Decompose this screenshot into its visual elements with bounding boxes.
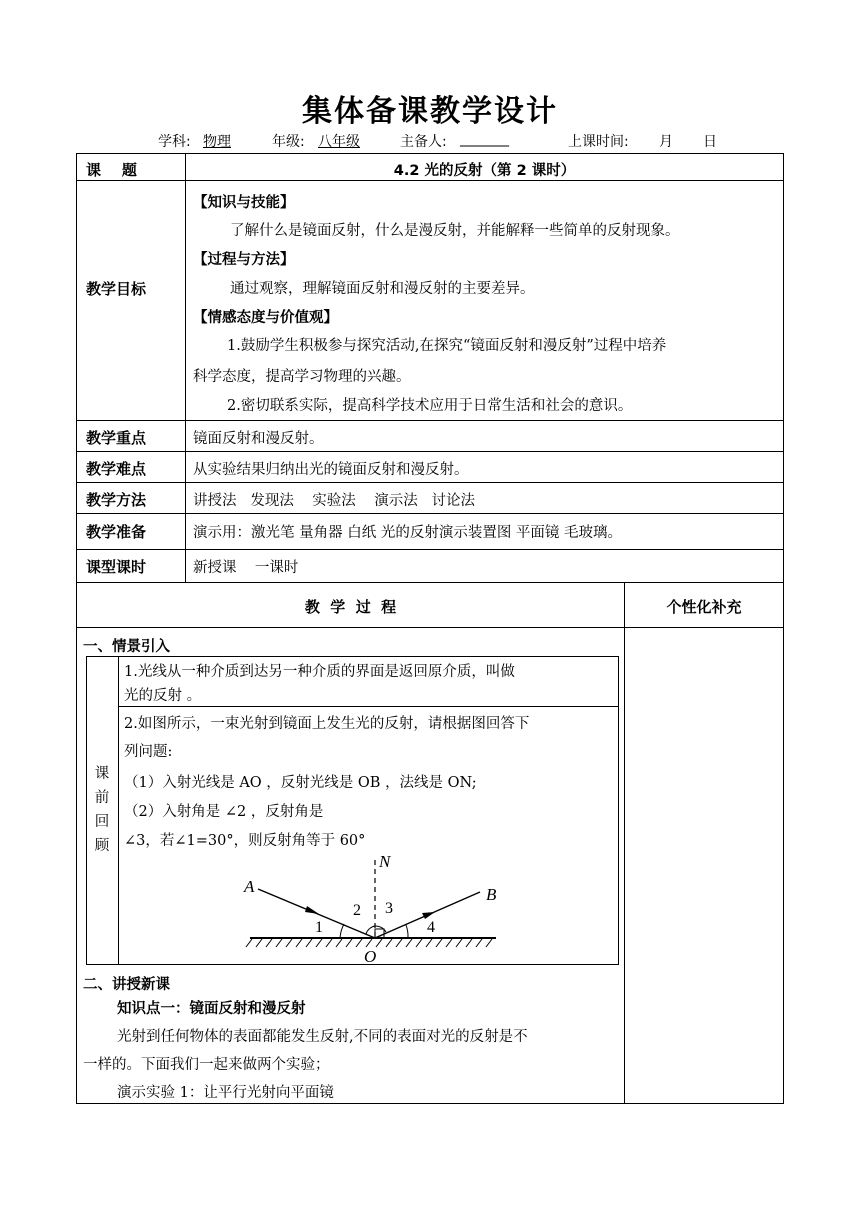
topic-label: 课 题 xyxy=(86,161,137,179)
review-q2-line2: 列问题: xyxy=(124,744,173,760)
reflected-arrow xyxy=(422,912,435,919)
method-value: 讲授法 发现法 实验法 演示法 讨论法 xyxy=(193,493,476,509)
subject-value: 物理 xyxy=(203,134,231,150)
angle-1-label: 1 xyxy=(315,919,323,936)
subject-label: 学科: xyxy=(158,134,191,150)
time-label: 上课时间: xyxy=(568,134,629,150)
point-n-label: N xyxy=(379,852,391,871)
goals-attitude-text-2: 2.密切联系实际，提高科学技术应用于日常生活和社会的意识。 xyxy=(227,398,633,414)
lesson-text-1b: 一样的。下面我们一起来做两个实验； xyxy=(83,1057,330,1073)
mirror-hatching xyxy=(246,939,492,947)
type-label: 课型课时 xyxy=(86,558,147,576)
goals-label: 教学目标 xyxy=(86,280,147,298)
topic-value: 4.2 光的反射（第 2 课时） xyxy=(393,163,576,179)
knowledge-point-1-heading: 知识点一：镜面反射和漫反射 xyxy=(117,1000,306,1017)
lesson-text-1a: 光射到任何物体的表面都能发生反射,不同的表面对光的反射是不 xyxy=(117,1029,528,1045)
point-o-label: O xyxy=(364,947,377,964)
lesson-text-2: 演示实验 1：让平行光射向平面镜 xyxy=(117,1085,334,1101)
angle-4-arc xyxy=(406,925,408,938)
preparer-label: 主备人: xyxy=(400,134,447,150)
section-intro-heading: 一、情景引入 xyxy=(83,638,170,655)
preparer-value: _______ xyxy=(460,131,509,147)
supplement-header: 个性化补充 xyxy=(666,598,742,616)
goals-knowledge-text: 了解什么是镜面反射，什么是漫反射，并能解释一些简单的反射现象。 xyxy=(230,223,680,239)
review-vertical-label: 课 前 回 顾 xyxy=(94,766,110,854)
goals-heading-attitude: 【情感态度与价值观】 xyxy=(193,309,338,326)
prep-label: 教学准备 xyxy=(86,523,147,541)
angle-2-label: 2 xyxy=(353,902,361,919)
document-title: 集体备课教学设计 xyxy=(302,94,558,129)
goals-process-text: 通过观察，理解镜面反射和漫反射的主要差异。 xyxy=(230,281,535,297)
key-value: 镜面反射和漫反射。 xyxy=(193,431,324,447)
grade-label: 年级: xyxy=(272,134,305,150)
review-q2-part2-cont: ∠3，若∠1=30°，则反射角等于 60° xyxy=(124,833,366,849)
review-q2-part2: （2）入射角是 ∠2 ，反射角是 xyxy=(124,804,324,820)
section-new-lesson-heading: 二、讲授新课 xyxy=(83,976,170,993)
goals-attitude-text-1: 1.鼓励学生积极参与探究活动,在探究“镜面反射和漫反射”过程中培养 xyxy=(227,338,667,354)
review-q1-line2: 光的反射 。 xyxy=(124,688,202,704)
incident-arrow xyxy=(305,906,319,914)
angle-2-arc xyxy=(366,926,375,934)
angle-3-label: 3 xyxy=(385,900,393,917)
review-q1-line1: 1.光线从一种介质到达另一种介质的界面是返回原介质，叫做 xyxy=(124,664,515,680)
angle-4-label: 4 xyxy=(427,919,435,936)
process-header: 教 学 过 程 xyxy=(304,598,397,616)
month-label: 月 xyxy=(659,134,673,150)
key-label: 教学重点 xyxy=(86,429,147,447)
day-label: 日 xyxy=(703,134,717,150)
grade-value: 八年级 xyxy=(318,134,360,150)
difficulty-value: 从实验结果归纳出光的镜面反射和漫反射。 xyxy=(193,462,469,478)
point-a-label: A xyxy=(244,877,255,896)
review-q2-line1: 2.如图所示，一束光射到镜面上发生光的反射，请根据图回答下 xyxy=(124,716,530,732)
prep-value: 演示用：激光笔 量角器 白纸 光的反射演示装置图 平面镜 毛玻璃。 xyxy=(193,525,623,541)
review-q2-part1: （1）入射光线是 AO ，反射光线是 OB ，法线是 ON; xyxy=(124,775,477,791)
method-label: 教学方法 xyxy=(86,491,147,509)
reflection-diagram xyxy=(236,852,506,964)
point-b-label: B xyxy=(486,885,497,904)
goals-attitude-text-1b: 科学态度，提高学习物理的兴趣。 xyxy=(193,369,411,385)
goals-heading-knowledge: 【知识与技能】 xyxy=(193,194,295,211)
angle-1-arc xyxy=(340,924,344,938)
goals-heading-process: 【过程与方法】 xyxy=(193,251,295,268)
difficulty-label: 教学难点 xyxy=(86,460,147,478)
type-value: 新授课 一课时 xyxy=(193,560,299,576)
